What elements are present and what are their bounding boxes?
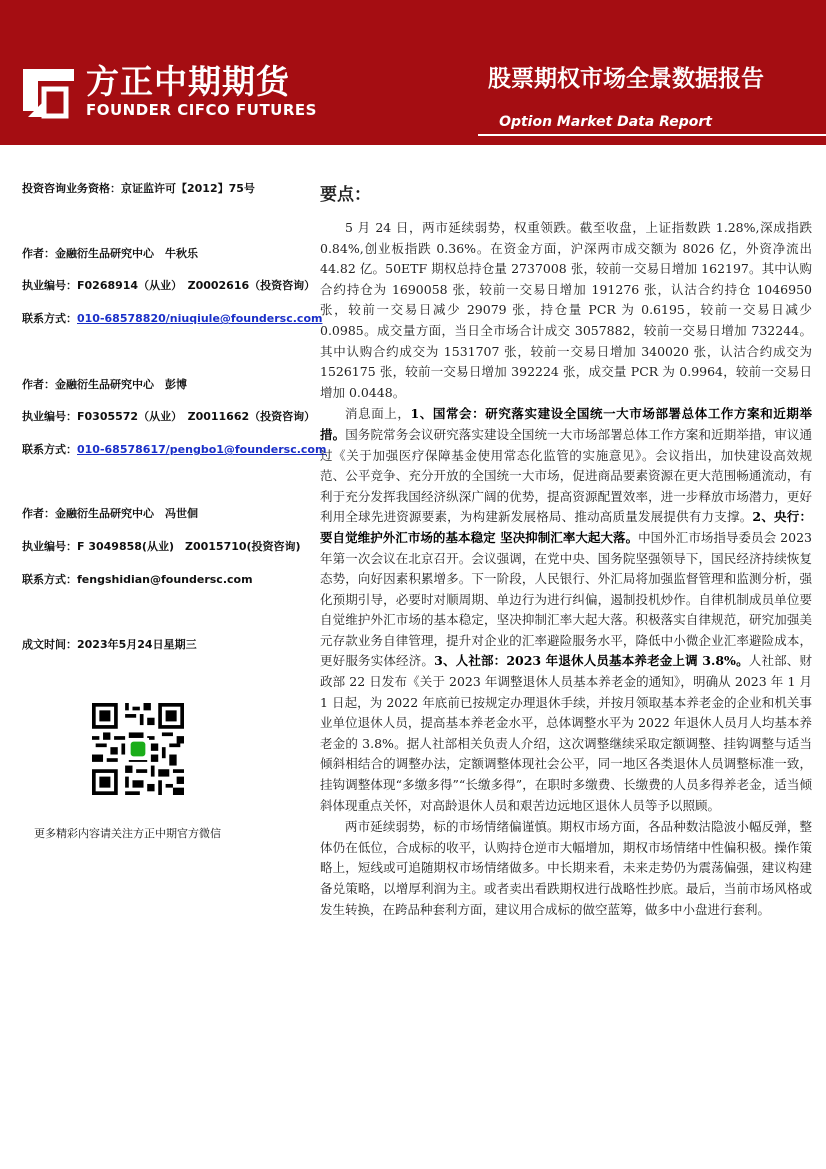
key-points-heading: 要点： (320, 185, 371, 205)
author-name: 作者：金融衍生品研究中心 彭博 (22, 378, 187, 391)
news-headline-1: 1、国常会：研究落实建设全国统一大市场部署总体工作方案和近期举措。 (320, 406, 812, 442)
news-headline-2: 2、央行：要自觉维护外汇市场的基本稳定 坚决抑制汇率大起大落。 (320, 509, 812, 545)
report-header (0, 0, 826, 145)
strategy-paragraph: 两市延续弱势，标的市场情绪偏谨慎。期权市场方面，各品种数沽隐波小幅反弹，整体仍在低位，合成标的收平，认购持仓逆市大幅增加，期权市场情绪中性偏积极。操作策略上，短线或可追随期权市场情绪做多。中长期来看，未来走势仍为震荡偏强，建议构建备兑策略，以增厚利润为主。或者卖出看跌期权进行战略性抄底。最后，当前市场风格或发生转换，在跨品种套利方面，建议用合成标的做空蓝筹，做多中小盘进行套利。 (320, 819, 812, 917)
contact-label: 联系方式： (22, 312, 77, 325)
company-name-cn: 方正中期期货 (86, 62, 290, 101)
contact-email-link[interactable]: 010-68578617/pengbo1@foundersc.com (77, 443, 327, 456)
report-subtitle: Option Market Data Report (499, 114, 712, 130)
news-body-2: 中国外汇市场指导委员会 2023 年第一次会议在北京召开。会议强调，在党中央、国务院坚强领导下，国民经济持续恢复态势，向好因素积累增多。下一阶段，人民银行、外汇局将加强监督管理和监测分析，强化预期引导，必要时对顺周期、单边行为进行纠偏，遏制投机炒作。自律机制成员单位要自觉维护外汇市场的基本稳定，坚决抑制汇率大起大落。积极落实自律规范，研究加强美元存款业务自律管理，提升对企业的汇率避险服务水平，降低中小微企业汇率避险成本，更好服务实体经济。 (320, 529, 812, 669)
header-divider (478, 134, 826, 136)
report-date: 成文时间：2023年5月24日星期三 (22, 638, 197, 651)
author-contact (22, 571, 253, 587)
license-text: 投资咨询业务资格：京证监许可【2012】75号 (22, 182, 255, 195)
contact-label: 联系方式： (22, 573, 77, 586)
news-paragraph (320, 404, 812, 816)
news-body-1: 国务院常务会议研究落实建设全国统一大市场部署总体工作方案和近期举措，审议通过《关于加强医疗保障基金使用常态化监管的实施意见》。会议指出，加快建设高效规范、公平竞争、充分开放的全国统一大市场，促进商品要素资源在更大范围畅通流动，有利于充分发挥我国经济纵深广阔的优势，提高资源配置效率，进一步释放市场潜力，更好利用全球先进资源要素，为构建新发展格局、推动高质量发展提供有力支撑。 (320, 426, 812, 525)
news-body-3: 人社部、财政部 22 日发布《关于 2023 年调整退休人员基本养老金的通知》，明确从 2023 年 1 月 1 日起，为 2022 年底前已按规定办理退休手续，并按月领取基本养老金的企业和机关事业单位退休人员，提高基本养老金水平，总体调整水平为 2022 年退休人员月人均基本养老金的 3.8%。据人社部相关负责人介绍，这次调整继续采取定额调整、挂钩调整与适当倾斜相结合的调整办法，定额调整体现社会公平，同一地区各类退休人员调整标准一致，挂钩调整体现“多缴多得”“长缴多得”，在职时多缴费、长缴费的人员多得养老金，适当倾斜体现重点关怀，对高龄退休人员和艰苦边远地区退休人员等予以照顾。 (320, 653, 812, 813)
contact-email-link[interactable]: 010-68578820/niuqiule@foundersc.com (77, 312, 323, 325)
author-contact (22, 310, 322, 326)
author-cert: 执业编号：F0268914（从业） Z0002616（投资咨询） (22, 279, 316, 292)
author-name: 作者：金融衍生品研究中心 冯世佪 (22, 507, 198, 520)
news-intro: 消息面上， (345, 406, 411, 422)
founder-logo-icon (20, 61, 78, 119)
wechat-qr-code-icon[interactable] (92, 703, 184, 795)
contact-label: 联系方式： (22, 443, 77, 456)
qr-caption: 更多精彩内容请关注方正中期官方微信 (34, 827, 221, 840)
contact-email: fengshidian@foundersc.com (77, 573, 253, 586)
author-cert: 执业编号：F 3049858(从业) Z0015710(投资咨询) (22, 540, 301, 553)
market-summary-paragraph: 5 月 24 日，两市延续弱势，权重领跌。截至收盘，上证指数跌 1.28%,深成指跌 0.84%,创业板指跌 0.36%。在资金方面，沪深两市成交额为 8026 亿，外资净流出 44.82 亿。50ETF 期权总持仓量 2737008 张，较前一交易日增加 162197。其中认购合约持仓为 1690058 张，较前一交易日增加 191276 张，认沽合约持仓 1046950 张，较前一交易日减少 29079 张，持仓量 PCR 为 0.6195，较前一交易日减少 0.0985。成交量方面，当日全市场合计成交 3057882，较前一交易日增加 732244。其中认购合约成交为 1531707 张，较前一交易日增加 340020 张，认沽合约成交为 1526175 张，较前一交易日增加 392224 张，成交量 PCR 为 0.9964，较前一交易日增加 0.0448。 (320, 220, 812, 400)
report-body (320, 218, 812, 921)
author-name: 作者：金融衍生品研究中心 牛秋乐 (22, 247, 198, 260)
author-cert: 执业编号：F0305572（从业） Z0011662（投资咨询） (22, 410, 316, 423)
company-name-en: FOUNDER CIFCO FUTURES (86, 101, 317, 119)
report-title: 股票期权市场全景数据报告 (488, 66, 764, 92)
author-contact (22, 441, 326, 457)
news-headline-3: 3、人社部：2023 年退休人员基本养老金上调 3.8%。 (434, 653, 749, 669)
